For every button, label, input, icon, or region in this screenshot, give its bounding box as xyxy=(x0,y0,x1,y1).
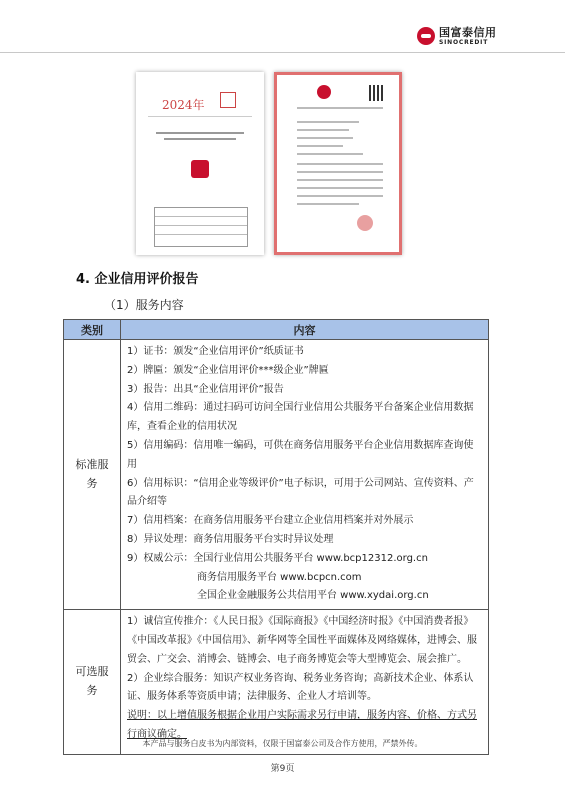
category-standard: 标准服务 xyxy=(75,457,109,490)
list-item: 8）异议处理：商务信用服务平台实时异议处理 xyxy=(127,533,334,545)
header-divider xyxy=(0,52,565,53)
cover-info-table xyxy=(154,207,248,247)
subsection-title: （1）服务内容 xyxy=(104,298,184,312)
list-item: 1）诚信宣传推介：《人民日报》《国际商报》《中国经济时报》《中国消费者报》《中国改革报》《中国信用》、新华网等全国性平面媒体及网络媒体，进博会、服贸会、广交会、消博会、链博会、电子商务博览会等大型博览会、展会推广。 xyxy=(127,616,477,665)
certificate-image xyxy=(274,72,402,255)
service-content-table xyxy=(63,319,489,755)
column-header-content: 内容 xyxy=(121,320,489,340)
list-item: 9）权威公示：全国行业信用公共服务平台 www.bcp12312.org.cn xyxy=(127,552,428,564)
list-item: 2）企业综合服务：知识产权业务咨询、税务业务咨询；高新技术企业、体系认证、服务体系等资质申请；法律服务、企业人才培训等。 xyxy=(127,672,474,703)
list-item-continuation: 全国企业金融服务公共信用平台 www.xydai.org.cn xyxy=(197,590,429,602)
service-note: 说明：以上增值服务根据企业用户实际需求另行申请，服务内容、价格、方式另行商议确定。 xyxy=(127,710,477,740)
section-title: 4. 企业信用评价报告 xyxy=(76,272,199,287)
list-item-continuation: 商务信用服务平台 www.bcpcn.com xyxy=(197,571,362,583)
list-item: 1）证书：颁发“企业信用评价”纸质证书 xyxy=(127,346,304,357)
logo-name-en: SINOCREDIT xyxy=(439,38,489,46)
page-number: 第9页 xyxy=(270,764,295,774)
certificate-logo-icon xyxy=(317,85,331,99)
list-item: 7）信用档案：在商务信用服务平台建立企业信用档案并对外展示 xyxy=(127,515,414,527)
column-header-category: 类别 xyxy=(64,320,121,340)
qr-code-icon xyxy=(369,85,385,101)
logo-name-cn: 国富泰信用 xyxy=(439,25,497,39)
list-item: 3）报告：出具“企业信用评价”报告 xyxy=(127,383,284,395)
report-cover-image xyxy=(136,72,264,255)
table-row-standard xyxy=(64,340,489,610)
company-logo xyxy=(417,22,517,50)
certificate-seal-icon xyxy=(357,215,373,231)
table-row-optional xyxy=(64,610,489,755)
list-item: 4）信用二维码：通过扫码可访问全国行业信用公共服务平台备案企业信用数据库，查看企业的信用状况 xyxy=(127,402,474,433)
list-item: 6）信用标识：“信用企业等级评价”电子标识，可用于公司网站、宣传资料、产品介绍等 xyxy=(127,477,474,508)
footer-disclaimer: 本产品与服务白皮书为内部资料，仅限于国富泰公司及合作方使用，严禁外传。 xyxy=(142,739,423,748)
list-item: 5）信用编码：信用唯一编码，可供在商务信用服务平台企业信用数据库查询使用 xyxy=(127,439,474,470)
seal-icon xyxy=(191,160,209,178)
report-cover-year: 2024年 xyxy=(162,98,205,112)
stamp-icon xyxy=(220,92,236,108)
logo-icon xyxy=(417,27,435,45)
category-optional: 可选服务 xyxy=(75,665,109,698)
list-item: 2）牌匾：颁发“企业信用评价***级企业”牌匾 xyxy=(127,364,329,376)
table-header-row xyxy=(64,320,489,340)
